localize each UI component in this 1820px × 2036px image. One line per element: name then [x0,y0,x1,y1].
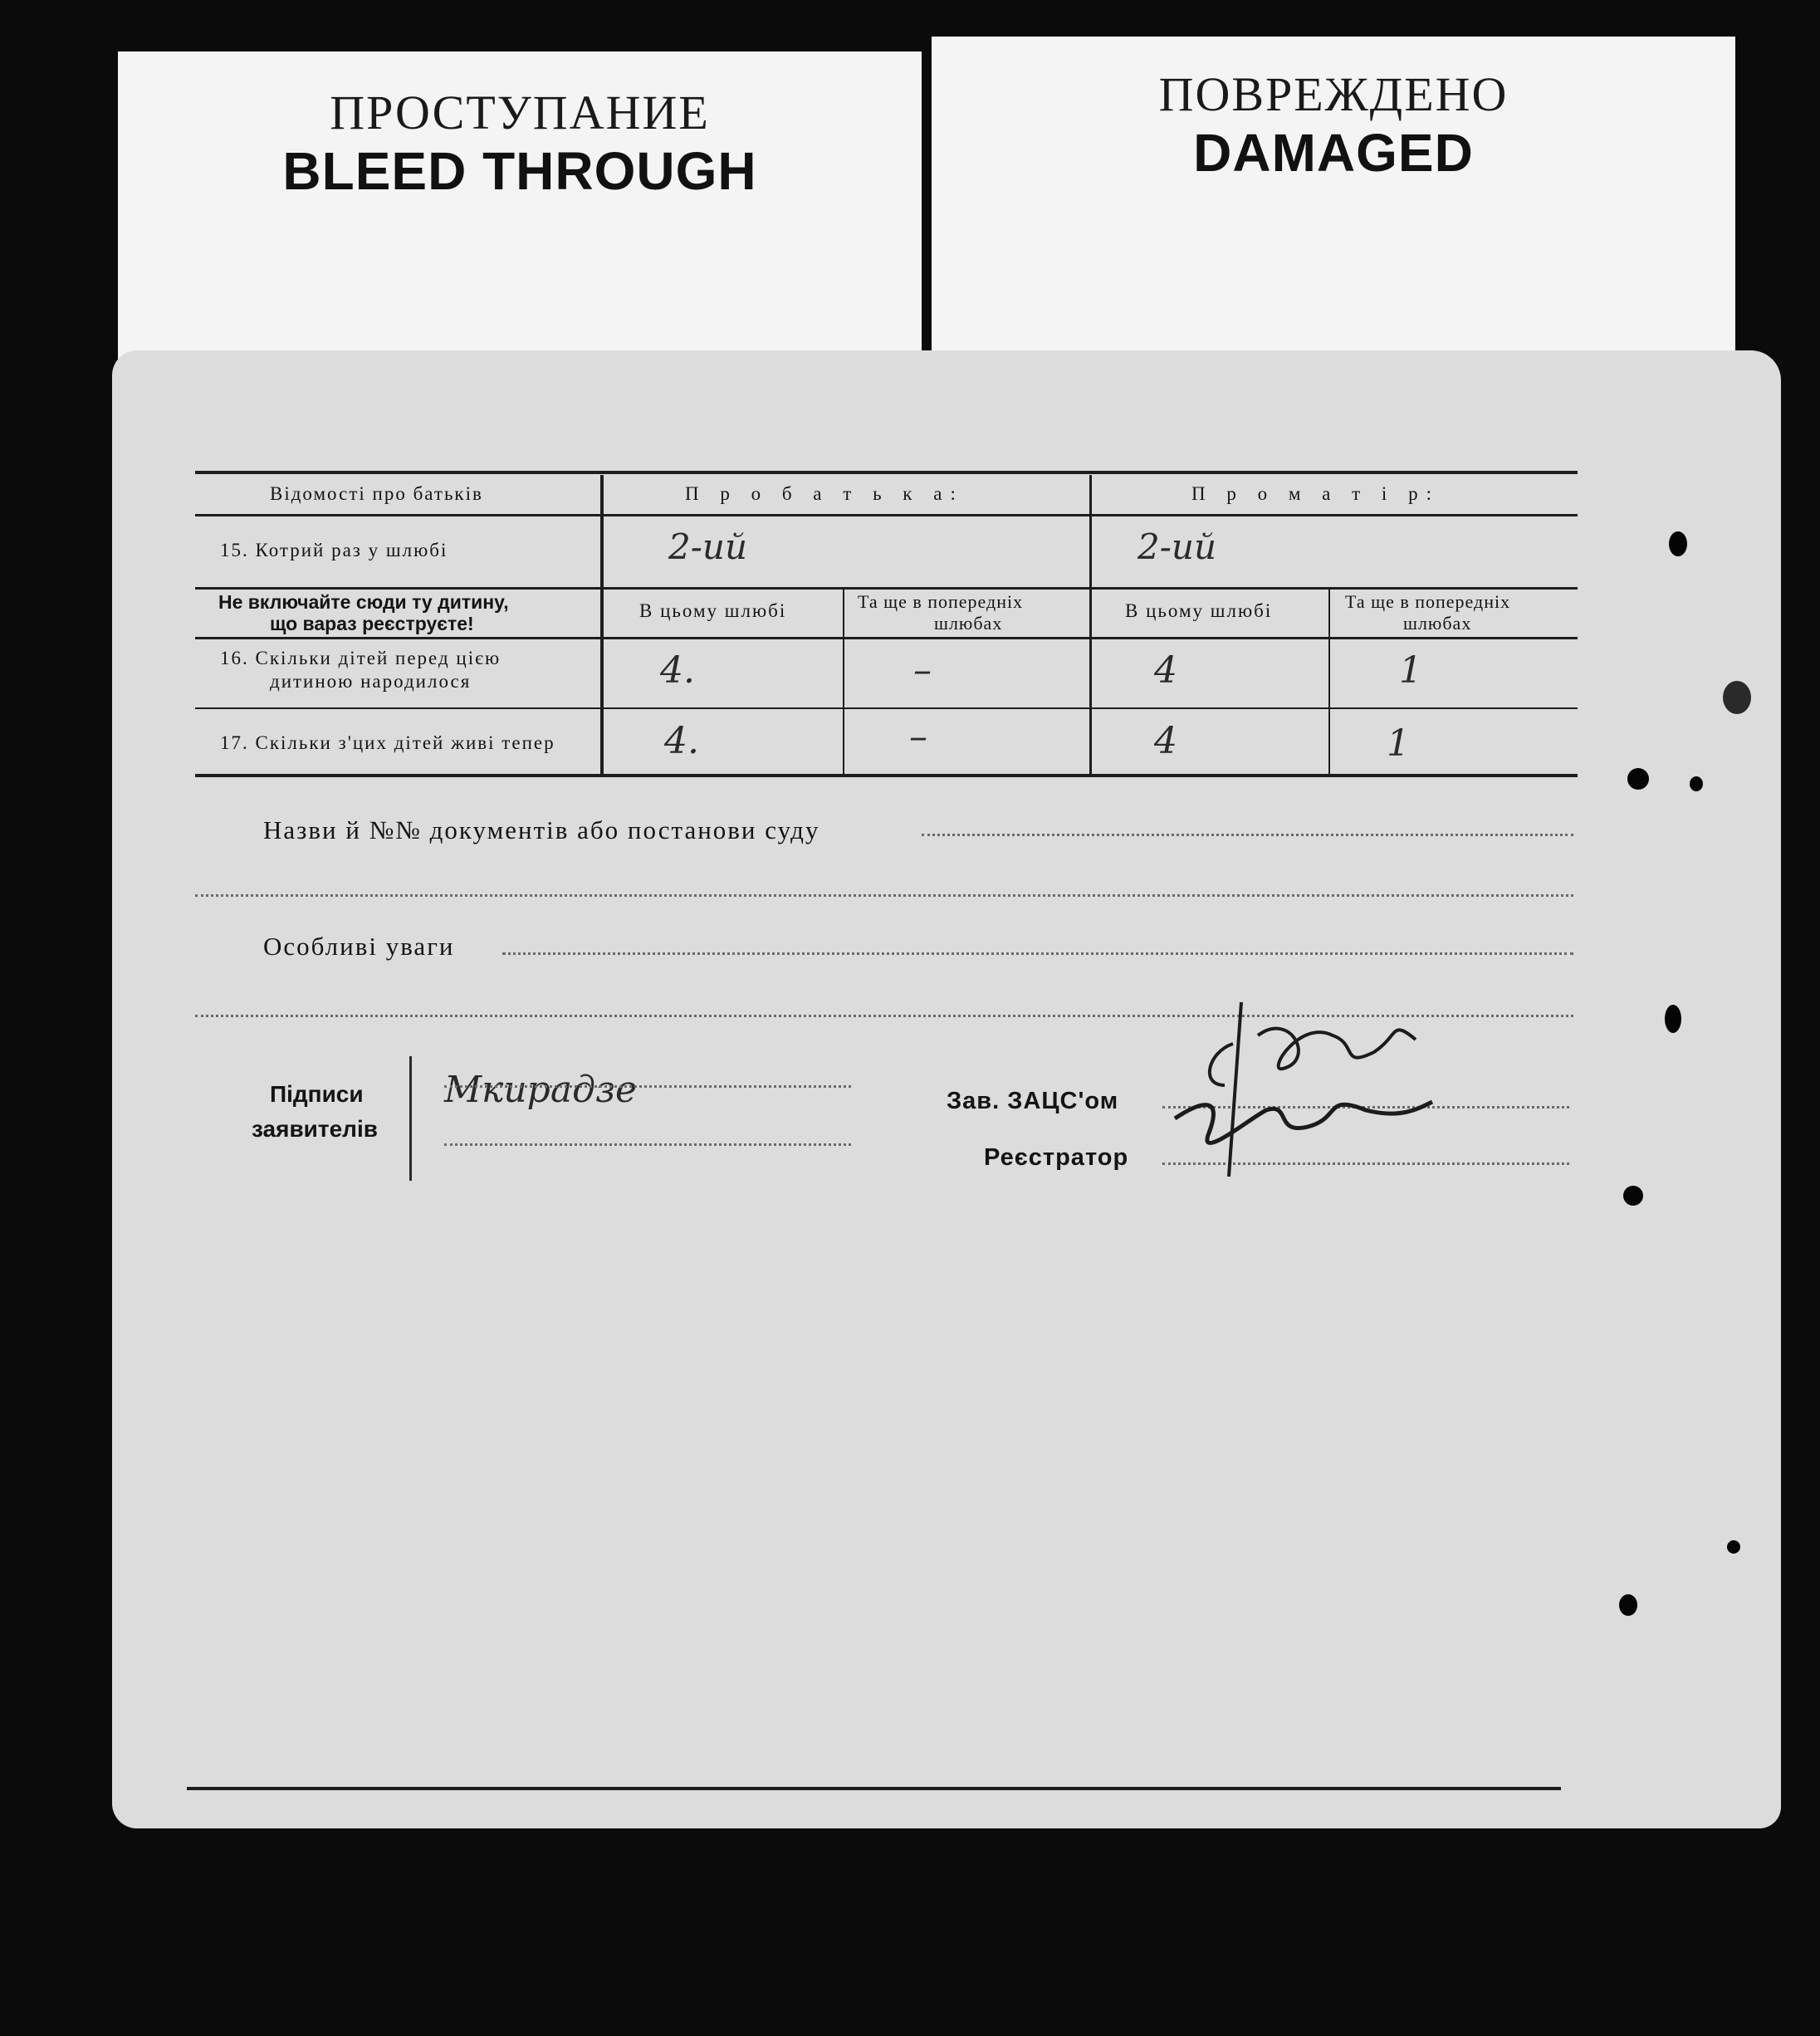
row16-label-line1: 16. Скільки дітей перед цією [220,648,501,668]
row16-label-line2: дитиною народилося [270,671,472,692]
table-top-rule [195,471,1578,474]
subheader-previous-mother-1: Та ще в попередніх [1345,591,1511,612]
table-col-divider-1 [600,475,604,774]
official-signatures [1150,994,1582,1243]
registry-form [112,350,1781,1828]
row16-father-previous: – [913,649,932,692]
notice-line1: Не включайте сюди ту дитину, [218,591,509,613]
table-subheader-rule [195,637,1578,639]
row17-mother-previous: 1 [1387,722,1410,765]
row15-label: 15. Котрий раз у шлюбі [220,540,448,560]
row17-father-previous: – [909,716,927,758]
applicant-signature: Мкирадзе [444,1069,637,1111]
subheader-this-marriage-mother: В цьому шлюбі [1125,600,1273,621]
table-row16-rule [195,707,1578,709]
bottom-rule [187,1787,1561,1790]
binding-hole [1723,681,1751,714]
table-row15-rule [195,587,1578,590]
row17-mother-this: 4 [1154,720,1177,762]
table-col-divider-4 [1328,590,1330,774]
binding-hole [1690,776,1703,791]
notice-line2: що вараз реєструєте! [270,613,474,634]
remarks-line-1 [502,952,1573,955]
binding-hole [1623,1186,1643,1206]
applicant-signature-line-1 [444,1085,851,1088]
bleed-through-card [118,51,922,367]
binding-hole [1727,1540,1740,1554]
table-col-divider-2 [1089,475,1092,774]
damaged-card [932,37,1735,369]
registrar-label: Реєстратор [984,1144,1129,1171]
table-col-divider-3 [843,590,844,774]
damaged-ru: ПОВРЕЖДЕНО [1158,67,1509,121]
row15-father-value: 2-ий [668,526,748,567]
subheader-previous-father-1: Та ще в попередніх [858,591,1024,612]
table-header-rule [195,514,1578,516]
father-header: П р о б а т ь к а: [685,483,964,504]
applicants-label-line1: Підписи [270,1081,364,1107]
mother-header: П р о м а т і р: [1191,483,1440,504]
documents-line-1 [922,834,1573,836]
row16-father-this: 4. [660,649,695,692]
remarks-label: Особливі уваги [263,932,455,961]
binding-hole [1665,1005,1681,1033]
binding-hole [1619,1594,1637,1616]
bleed-through-ru: ПРОСТУПАНИЕ [330,86,710,139]
binding-hole [1627,768,1649,790]
binding-hole [1669,531,1687,556]
damaged-en: DAMAGED [1193,123,1474,183]
head-label: Зав. ЗАЦС'ом [947,1088,1119,1114]
documents-line-2 [195,894,1573,897]
row17-label: 17. Скільки з'цих дітей живі тепер [220,732,555,753]
subheader-previous-father-2: шлюбах [934,613,1003,634]
row16-mother-this: 4 [1154,649,1177,692]
applicants-label-line2: заявителів [252,1116,378,1142]
row17-father-this: 4. [664,720,699,762]
bleed-through-en: BLEED THROUGH [282,141,757,201]
row16-mother-previous: 1 [1399,649,1422,692]
subheader-this-marriage-father: В цьому шлюбі [639,600,787,621]
table-bottom-rule [195,774,1578,777]
subheader-previous-mother-2: шлюбах [1403,613,1472,634]
applicants-bracket [409,1056,412,1181]
documents-label: Назви й №№ документів або постанови суду [263,815,820,844]
applicant-signature-line-2 [444,1143,851,1146]
parents-info-label: Відомості про батьків [270,483,483,504]
row15-mother-value: 2-ий [1138,526,1217,567]
